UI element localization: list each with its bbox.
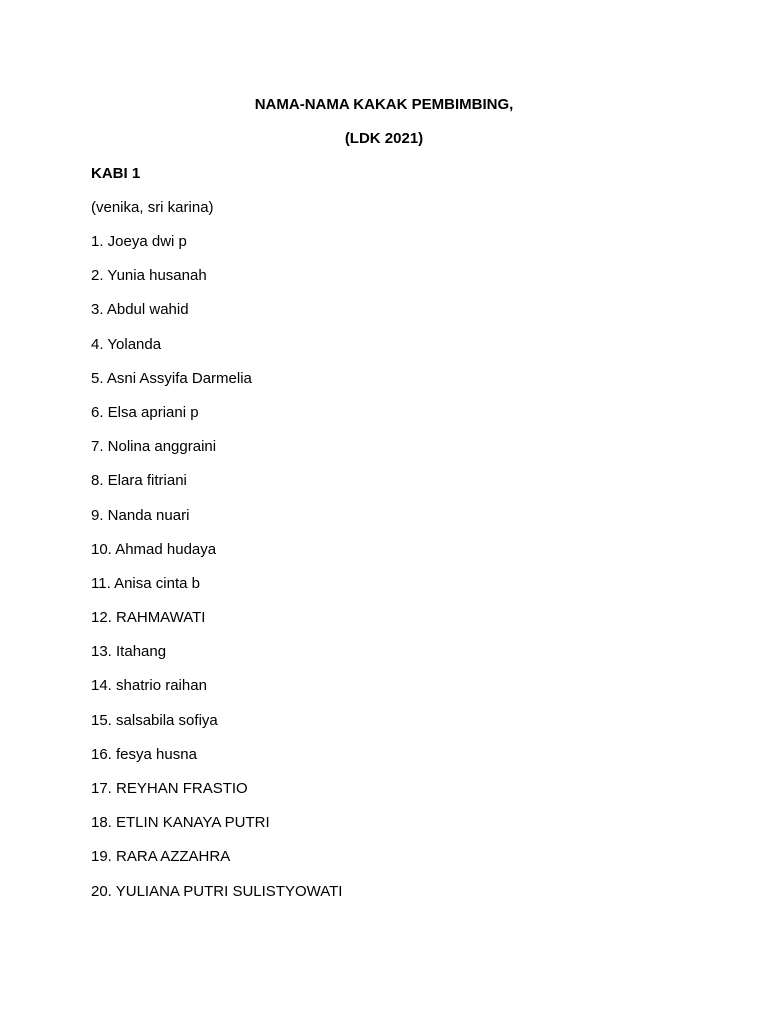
document-subtitle: (LDK 2021) (344, 130, 424, 147)
member-item: 17. REYHAN FRASTIO (91, 780, 248, 797)
group-leaders: (venika, sri karina) (91, 199, 214, 216)
member-item: 8. Elara fitriani (91, 472, 187, 490)
member-item: 16. fesya husna (91, 745, 197, 763)
member-item: 6. Elsa apriani p (91, 403, 199, 421)
member-item: 18. ETLIN KANAYA PUTRI (91, 814, 270, 832)
document-title: NAMA-NAMA KAKAK PEMBIMBING, (254, 96, 514, 113)
member-item: 15. salsabila sofiya (91, 711, 218, 729)
member-item: 7. Nolina anggraini (91, 438, 217, 456)
group-heading: KABI 1 (91, 165, 141, 182)
member-list (91, 232, 342, 916)
member-item: 4. Yolanda (91, 335, 162, 353)
member-item: 10. Ahmad hudaya (91, 540, 217, 558)
member-item: 12. RAHMAWATI (91, 609, 206, 627)
member-item: 20. YULIANA PUTRI SULISTYOWATI (91, 882, 343, 900)
member-item: 19. RARA AZZAHRA (91, 848, 231, 866)
member-item: 2. Yunia husanah (91, 267, 207, 285)
member-item: 9. Nanda nuari (91, 506, 190, 524)
member-item: 3. Abdul wahid (91, 301, 189, 319)
member-item: 11. Anisa cinta b (91, 574, 200, 592)
member-item: 5. Asni Assyifa Darmelia (91, 369, 252, 387)
member-item: 1. Joeya dwi p (91, 233, 187, 250)
member-item: 13. Itahang (91, 643, 167, 661)
member-item: 14. shatrio raihan (91, 677, 207, 695)
